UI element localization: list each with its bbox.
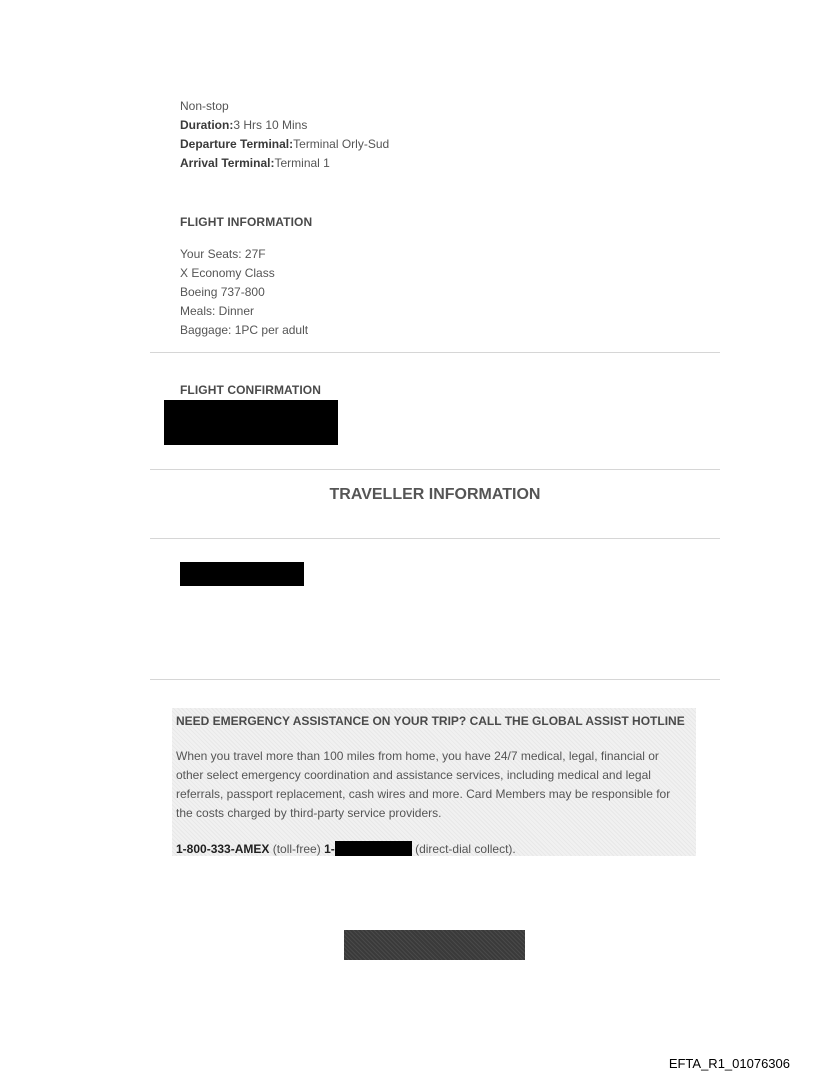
baggage-text: Baggage: 1PC per adult (180, 323, 309, 337)
arrival-terminal-label: Arrival Terminal: (180, 156, 275, 170)
document-id: EFTA_R1_01076306 (668, 1056, 790, 1071)
emergency-assistance-body: When you travel more than 100 miles from home, you have 24/7 medical, legal, financial or other select emergency coordination and assistance services, including medical and legal referrals, passport replacement, cash wires and more. Card Members may be responsible for the costs charged by third-party service providers. (176, 749, 671, 820)
departure-terminal-label: Departure Terminal: (180, 137, 294, 151)
divider (150, 679, 720, 680)
confirmation-redaction (164, 400, 338, 445)
stops-text: Non-stop (180, 99, 229, 113)
departure-terminal-row (180, 135, 389, 154)
departure-terminal-value: Terminal Orly-Sud (293, 137, 390, 151)
emergency-assistance-box (172, 708, 696, 856)
tollfree-label: (toll-free) (269, 842, 325, 856)
tollfree-phone: 1-800-333-AMEX (176, 842, 270, 856)
divider (150, 469, 720, 470)
duration-value: 3 Hrs 10 Mins (233, 118, 308, 132)
collect-label: (direct-dial collect). (411, 842, 516, 856)
emergency-assistance-heading: NEED EMERGENCY ASSISTANCE ON YOUR TRIP? CALL THE GLOBAL ASSIST HOTLINE (176, 714, 685, 728)
traveller-name-redaction (180, 562, 304, 586)
duration-row (180, 116, 307, 135)
flight-information-heading: FLIGHT INFORMATION (180, 215, 313, 229)
arrival-terminal-row (180, 154, 330, 173)
divider (150, 538, 720, 539)
assistance-phone-line (176, 841, 516, 856)
seats-text: Your Seats: 27F (180, 247, 266, 261)
collect-phone-redaction (335, 841, 412, 856)
cabin-class-text: X Economy Class (180, 266, 275, 280)
divider (150, 352, 720, 353)
arrival-terminal-value: Terminal 1 (274, 156, 330, 170)
collect-phone-prefix: 1- (324, 842, 335, 856)
meals-text: Meals: Dinner (180, 304, 255, 318)
duration-label: Duration: (180, 118, 234, 132)
footer-redaction (344, 930, 525, 960)
traveller-information-heading: TRAVELLER INFORMATION (329, 486, 541, 503)
flight-confirmation-heading: FLIGHT CONFIRMATION (180, 383, 321, 397)
aircraft-text: Boeing 737-800 (180, 285, 265, 299)
